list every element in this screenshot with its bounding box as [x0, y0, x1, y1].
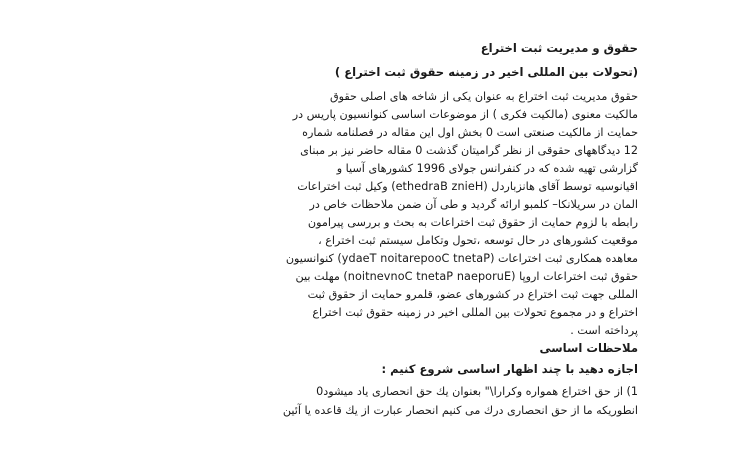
- body-line-11: حقوق ثبت اختراعات اروپا (noitnevnoC tnetaP naeporuE) مهلت بین: [295, 270, 638, 283]
- body-line-9: موقعیت کشورهای در حال توسعه ،تحول وتکامل سیستم ثبت اختراع ،: [318, 234, 638, 247]
- list-line-1: 1) از حق اختراع همواره وکرارا\" بعنوان یك حق انحصاری یاد میشود0: [316, 385, 638, 398]
- body-line-7: المان در سریلانکا– کلمبو ارائه گردید و طی آن ضمن ملاحظات خاص در: [309, 198, 638, 211]
- document-subtitle: (تحولات بین المللی اخیر در زمینه حقوق ثبت اختراع ): [334, 65, 638, 79]
- body-line-8: رابطه با لزوم حمایت از حقوق ثبت اختراعات به بحث و بررسی پیرامون: [307, 216, 638, 229]
- body-line-1: حقوق مدیریت ثبت اختراع به عنوان یکی از شاخه های اصلی حقوق: [329, 90, 638, 103]
- body-line-12: المللی جهت ثبت اختراع در کشورهای عضو، قلمرو حمایت از حقوق ثبت: [307, 288, 638, 301]
- body-line-6: اقیانوسیه توسط آقای هانزباردل (ethedraB znieH) وکیل ثبت اختراعات: [297, 180, 638, 193]
- document-title: حقوق و مدیریت ثبت اختراع: [480, 41, 638, 55]
- body-line-14: پرداخته است .: [570, 324, 638, 337]
- section-intro: اجازه دهید با چند اظهار اساسی شروع کنیم :: [381, 362, 638, 376]
- section-heading: ملاحظات اساسی: [539, 341, 638, 355]
- list-line-2: انطوریکه ما از حق انحصاری درك می کنیم انحصار عبارت از یك قاعده یا آئین: [282, 404, 638, 417]
- body-line-13: اختراع و در مجموع تحولات بین المللی اخیر در زمینه حقوق ثبت اختراع: [312, 306, 638, 319]
- body-line-10: معاهده همکاری ثبت اختراعات (ydaeT noitarepooC tnetaP) کنوانسیون: [285, 252, 638, 265]
- body-line-5: گزارشی تهیه شده که در کنفرانس جولای 1996 کشورهای آسیا و: [336, 162, 638, 175]
- body-line-4: 12 دیدگاههای حقوقی از نظر گرامیتان گذشت 0 مقاله حاضر نیز بر مبنای: [300, 144, 638, 157]
- body-line-3: حمایت از مالکیت صنعتی است 0 بخش اول این مقاله در فصلنامه شماره: [302, 126, 638, 139]
- body-line-2: مالکیت معنوی (مالکیت فکری ) از موضوعات اساسی کنوانسیون پاریس در: [292, 108, 638, 121]
